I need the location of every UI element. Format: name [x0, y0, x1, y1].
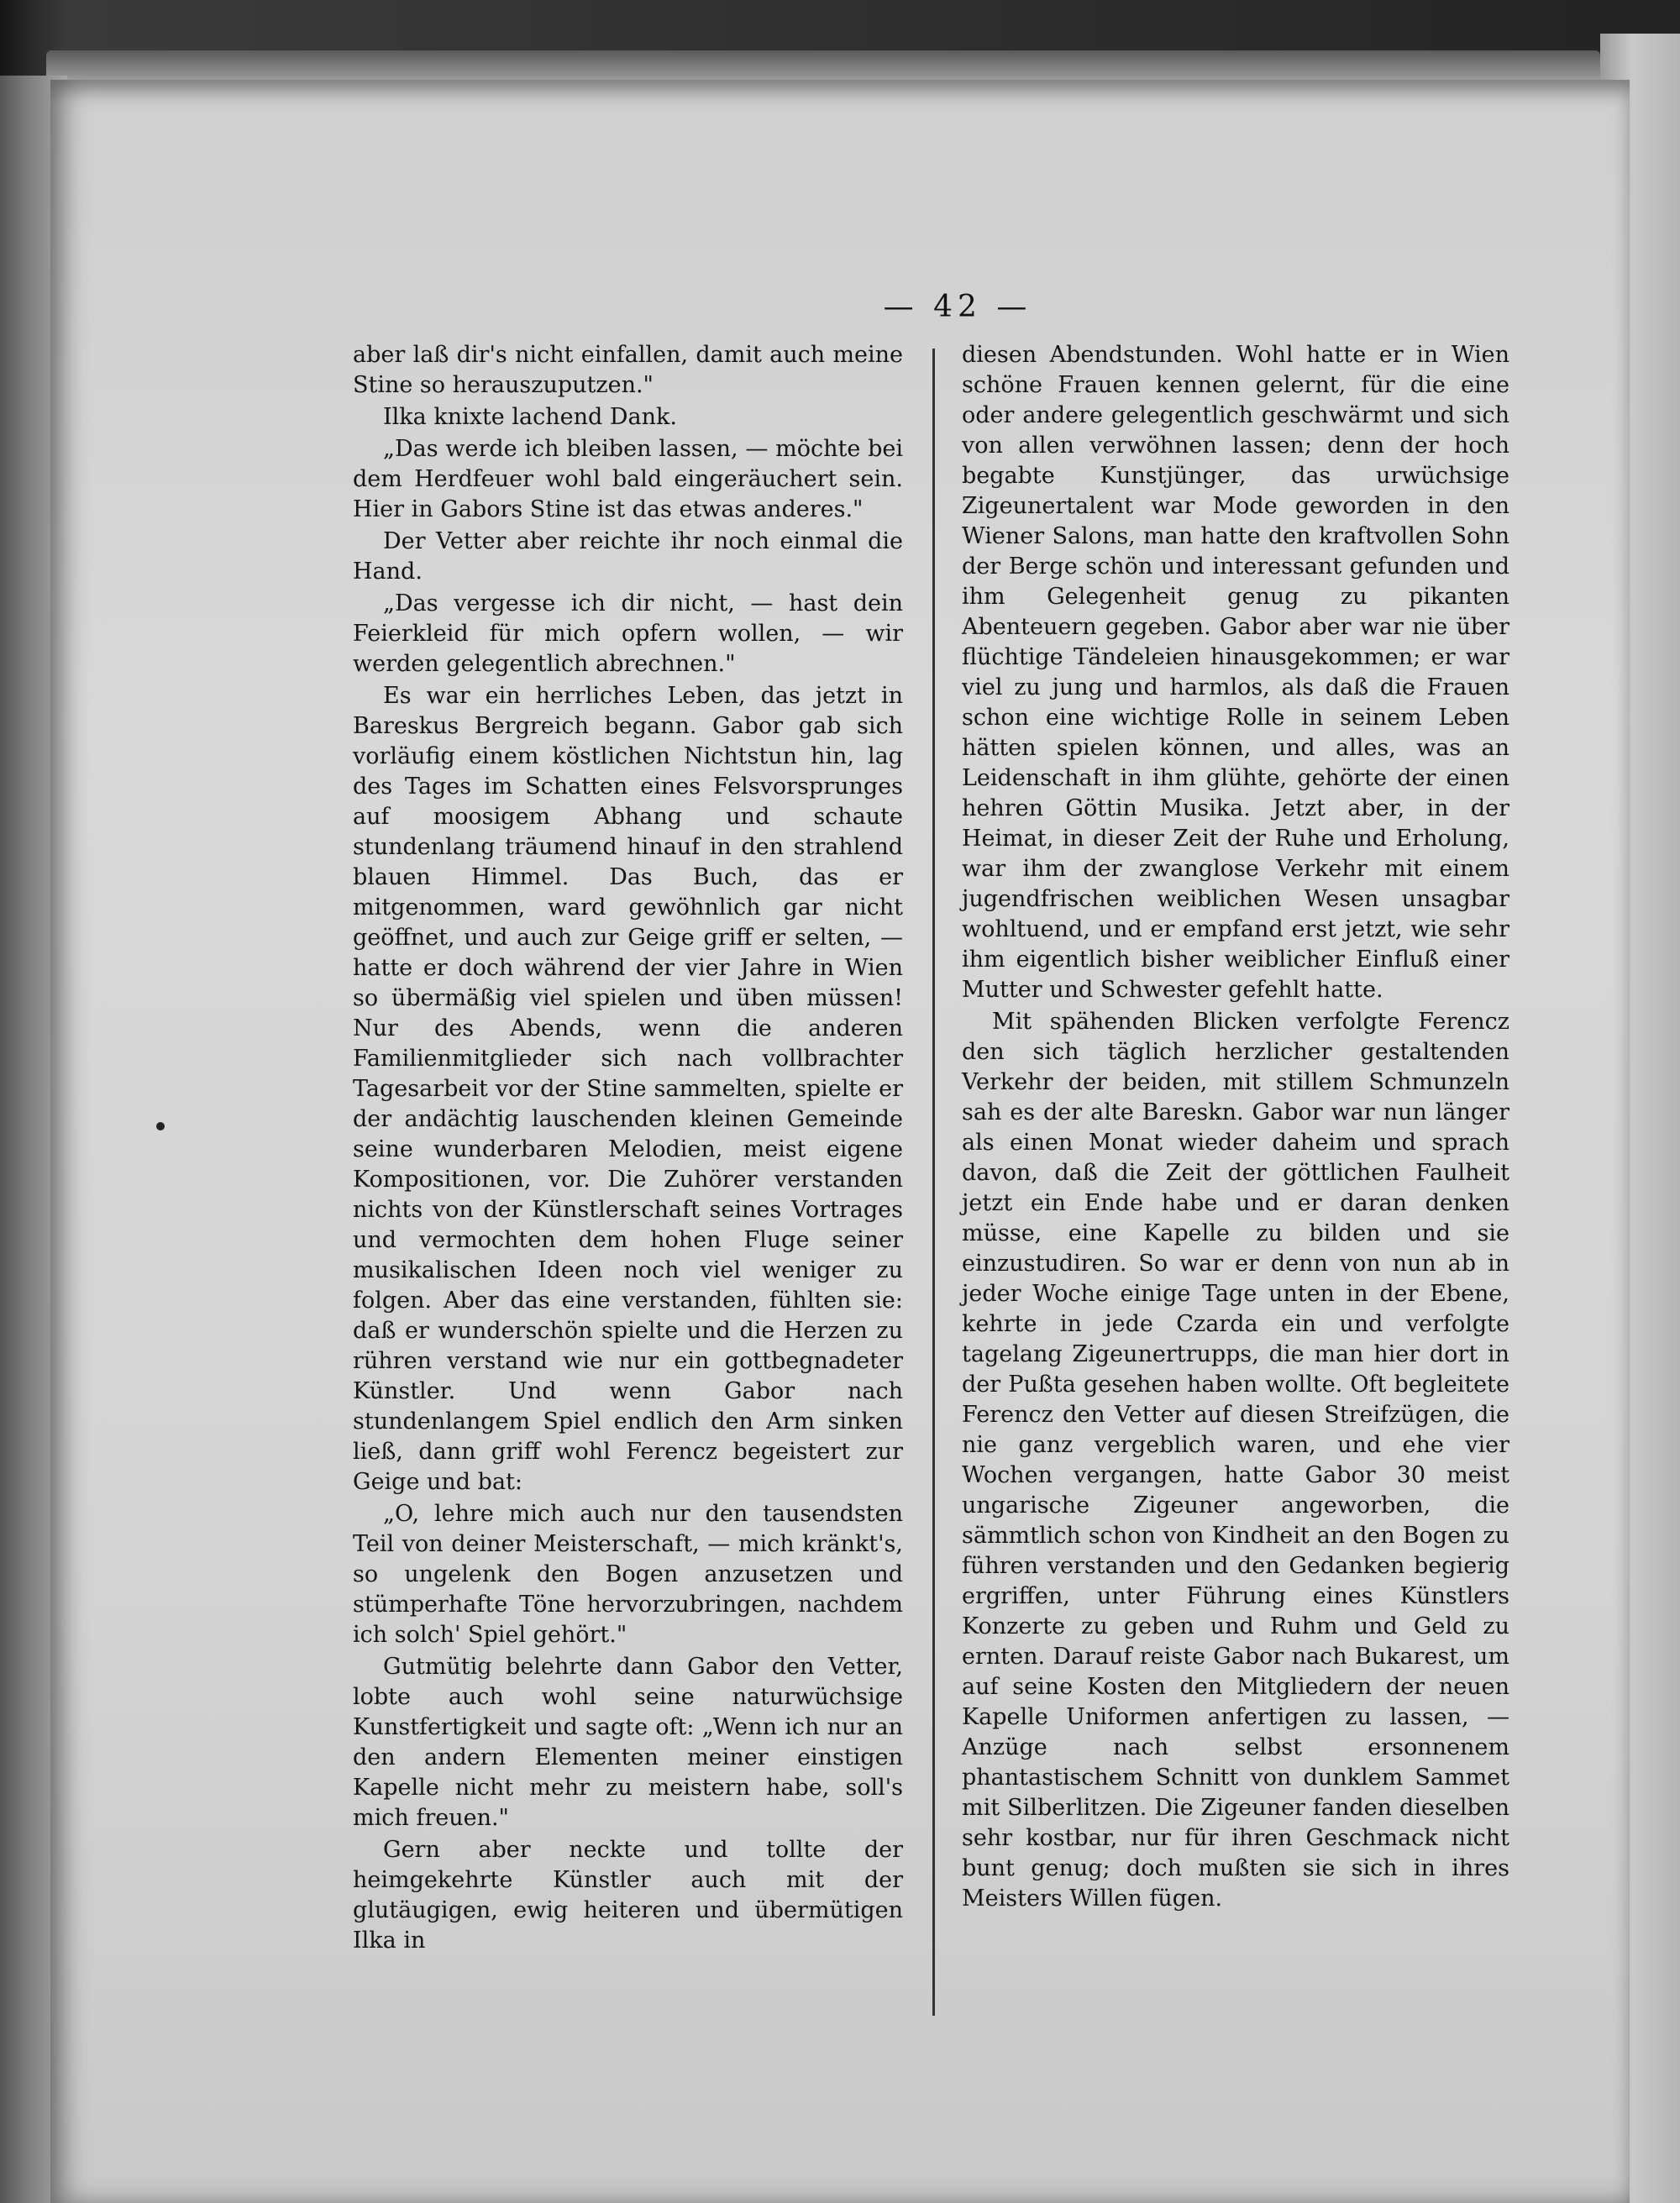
paragraph: „Das vergesse ich dir nicht, — hast dein Feierkleid für mich opfern wollen, — wir werden gelegentlich abrechnen.": [353, 590, 903, 677]
paragraph: Gutmütig belehrte dann Gabor den Vetter, lobte auch wohl seine naturwüchsige Kunstfertigkeit und sagte oft: „Wenn ich nur an den andern Elementen meiner einstigen Kapelle nicht mehr zu meistern habe, soll's mich freuen.": [353, 1654, 903, 1831]
paragraph: aber laß dir's nicht einfallen, damit auch meine Stine so herauszuputzen.": [353, 342, 903, 398]
ink-spot: [156, 1122, 165, 1130]
column-divider: [932, 349, 935, 2016]
paragraph: Gern aber neckte und tollte der heimgekehrte Künstler auch mit der glutäugigen, ewig heiteren und übermütigen Ilka in: [353, 1837, 903, 1954]
paragraph: diesen Abendstunden. Wohl hatte er in Wien schöne Frauen kennen gelernt, für die eine oder andere gelegentlich geschwärmt und sich von allen verwöhnen lassen; denn der hoch begabte Kunstjünger, das urwüchsige Zigeunertalent war Mode geworden in den Wiener Salons, man hatte den kraftvollen Sohn der Berge schön und interessant gefunden und ihm Gelegenheit genug zu pikanten Abenteuern gegeben. Gabor aber war nie über flüchtige Tändeleien hinausgekommen; er war viel zu jung und harmlos, als daß die Frauen schon eine wichtige Rolle in seinem Leben hätten spielen können, und alles, was an Leidenschaft in ihm glühte, gehörte der einen hehren Göttin Musika. Jetzt aber, in der Heimat, in dieser Zeit der Ruhe und Erholung, war ihm der zwanglose Verkehr mit einem jugendfrischen weiblichen Wesen unsagbar wohltuend, und er empfand erst jetzt, wie sehr ihm eigentlich bisher weiblicher Einfluß einer Mutter und Schwester gefehlt hatte.: [962, 342, 1509, 1003]
paragraph: Ilka knixte lachend Dank.: [383, 404, 677, 430]
paragraph: „Das werde ich bleiben lassen, — möchte bei dem Herdfeuer wohl bald eingeräuchert sein. Hier in Gabors Stine ist das etwas anderes.": [353, 436, 903, 522]
left-column: [353, 340, 903, 1958]
paragraph: Mit spähenden Blicken verfolgte Ferencz den sich täglich herzlicher gestaltenden Verkehr der beiden, mit stillem Schmunzeln sah es der alte Bareskn. Gabor war nun länger als einen Monat wieder daheim und sprach davon, daß die Zeit der göttlichen Faulheit jetzt ein Ende habe und er daran denken müsse, eine Kapelle zu bilden und sie einzustudiren. So war er denn von nun ab in jeder Woche einige Tage unten in der Ebene, kehrte in jede Czarda ein und verfolgte tagelang Zigeunertrupps, die man hier dort in der Pußta gesehen haben wollte. Oft begleitete Ferencz den Vetter auf diesen Streifzügen, die nie ganz vergeblich waren, und ehe vier Wochen vergangen, hatte Gabor 30 meist ungarische Zigeuner angeworben, die sämmtlich schon von Kindheit an den Bogen zu führen verstanden und den Gedanken begierig ergriffen, unter Führung eines Künstlers Konzerte zu geben und Ruhm und Geld zu ernten. Darauf reiste Gabor nach Bukarest, um auf seine Kosten den Mitgliedern der neuen Kapelle Uniformen anfertigen zu lassen, — Anzüge nach selbst ersonnenem phantastischem Schnitt von dunklem Sammet mit Silberlitzen. Die Zigeuner fanden dieselben sehr kostbar, nur für ihren Geschmack nicht bunt genug; doch mußten sie sich in ihres Meisters Willen fügen.: [962, 1009, 1509, 1912]
paragraph: Der Vetter aber reichte ihr noch einmal die Hand.: [353, 528, 903, 585]
paragraph: „O, lehre mich auch nur den tausendsten Teil von deiner Meisterschaft, — mich kränkt's, so ungelenk den Bogen anzusetzen und stümperhafte Töne hervorzubringen, nachdem ich solch' Spiel gehört.": [353, 1501, 903, 1648]
right-column: [962, 340, 1509, 1916]
page-number: — 42 —: [883, 290, 1032, 324]
paragraph: Es war ein herrliches Leben, das jetzt in Bareskus Bergreich begann. Gabor gab sich vorläufig einem köstlichen Nichtstun hin, lag des Tages im Schatten eines Felsvorsprunges auf moosigem Abhang und schaute stundenlang träumend hinauf in den strahlend blauen Himmel. Das Buch, das er mitgenommen, ward gewöhnlich gar nicht geöffnet, und auch zur Geige griff er selten, — hatte er doch während der vier Jahre in Wien so übermäßig viel spielen und üben müssen! Nur des Abends, wenn die anderen Familienmitglieder sich nach vollbrachter Tagesarbeit vor der Stine sammelten, spielte er der andächtig lauschenden kleinen Gemeinde seine wunderbaren Melodien, meist eigene Kompositionen, vor. Die Zuhörer verstanden nichts von der Künstlerschaft seines Vortrages und vermochten dem hohen Fluge seiner musikalischen Ideen noch viel weniger zu folgen. Aber das eine verstanden, fühlten sie: daß er wunderschön spielte und die Herzen zu rühren verstand wie nur ein gottbegnadeter Künstler. Und wenn Gabor nach stundenlangem Spiel endlich den Arm sinken ließ, dann griff wohl Ferencz begeistert zur Geige und bat:: [353, 683, 903, 1495]
